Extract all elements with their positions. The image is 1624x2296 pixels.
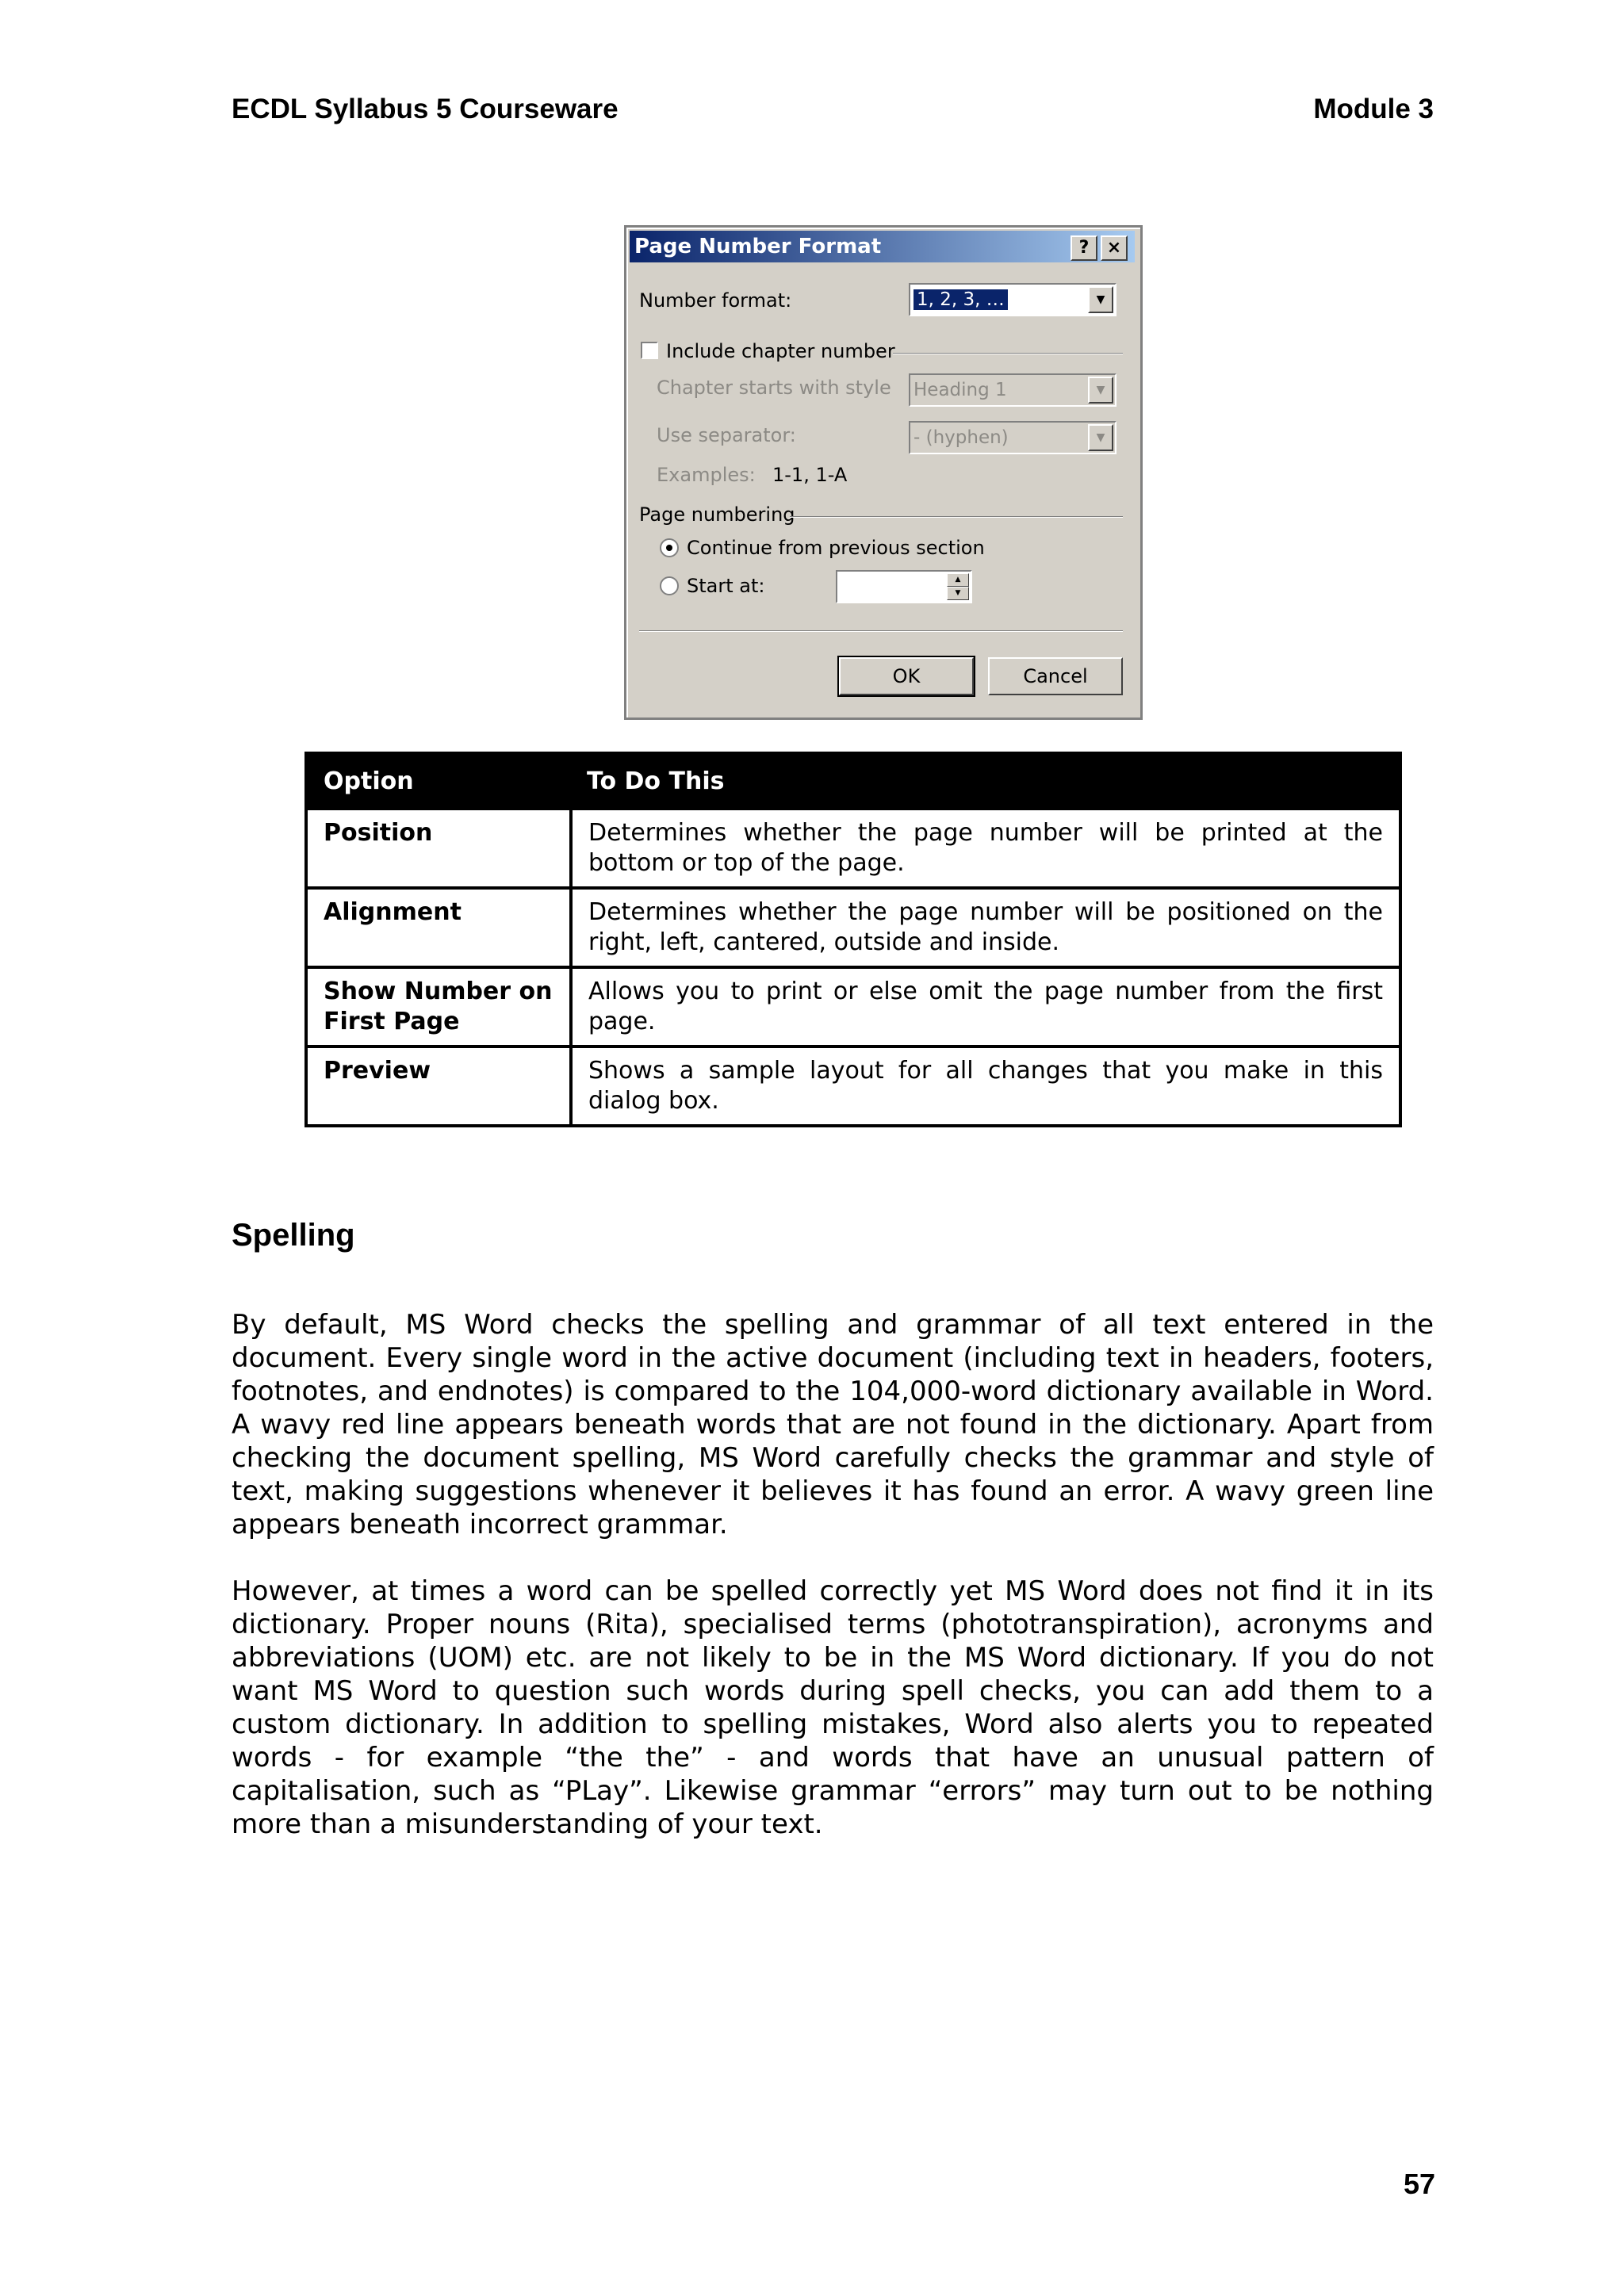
examples-value: 1-1, 1-A <box>772 464 848 486</box>
help-icon[interactable]: ? <box>1071 235 1097 261</box>
dialog-title: Page Number Format <box>634 235 882 258</box>
number-format-select[interactable] <box>909 283 1116 316</box>
page-number-format-dialog <box>624 225 1143 720</box>
separator-value: - (hyphen) <box>914 427 1009 448</box>
cancel-button[interactable]: Cancel <box>988 657 1123 695</box>
description-cell: Allows you to print or else omit the page number from the first page. <box>571 967 1400 1047</box>
options-table <box>304 752 1402 1127</box>
table-row <box>306 888 1400 967</box>
close-icon[interactable]: × <box>1101 235 1128 261</box>
page-header <box>232 94 1434 125</box>
number-format-label: Number format: <box>639 289 792 312</box>
option-cell: Alignment <box>306 888 571 967</box>
page-numbering-label: Page numbering <box>639 503 795 526</box>
continue-radio[interactable] <box>660 538 679 557</box>
option-cell: Show Number on First Page <box>306 967 571 1047</box>
spin-up-icon[interactable]: ▲ <box>947 573 969 587</box>
start-at-spinner[interactable] <box>836 570 972 603</box>
start-at-radio[interactable] <box>660 576 679 595</box>
section-title: Spelling <box>232 1218 355 1253</box>
table-header-todo: To Do This <box>571 753 1400 809</box>
ok-button[interactable]: OK <box>839 657 974 695</box>
option-cell: Preview <box>306 1047 571 1126</box>
description-cell: Shows a sample layout for all changes that you make in this dialog box. <box>571 1047 1400 1126</box>
table-row <box>306 967 1400 1047</box>
group-divider <box>893 353 1123 354</box>
description-cell: Determines whether the page number will be printed at the bottom or top of the page. <box>571 809 1400 888</box>
start-at-label: Start at: <box>687 575 765 597</box>
include-chapter-label: Include chapter number <box>666 340 895 362</box>
chapter-style-select[interactable] <box>909 373 1116 407</box>
dropdown-arrow-icon[interactable]: ▼ <box>1088 377 1113 404</box>
chapter-style-label: Chapter starts with style <box>657 377 891 399</box>
continue-label: Continue from previous section <box>687 537 985 559</box>
include-chapter-checkbox[interactable] <box>641 342 658 359</box>
table-header-option: Option <box>306 753 571 809</box>
separator-label: Use separator: <box>657 424 796 446</box>
chapter-style-value: Heading 1 <box>914 380 1007 400</box>
dropdown-arrow-icon[interactable]: ▼ <box>1088 286 1113 313</box>
table-row <box>306 1047 1400 1126</box>
page-number: 57 <box>1403 2168 1435 2200</box>
dialog-titlebar <box>630 231 1135 262</box>
dropdown-arrow-icon[interactable]: ▼ <box>1088 424 1113 451</box>
header-module: Module 3 <box>1313 94 1434 124</box>
separator-select[interactable] <box>909 421 1116 454</box>
examples-label: Examples: <box>657 464 756 486</box>
paragraph-default-checking: By default, MS Word checks the spelling and grammar of all text entered in the document. Every single word in the active document (including text in headers, footers, footnotes, and endnotes) is compared to the 104,000-word dictionary available in Word. A wavy red line appears beneath words that are not found in the dictionary. Apart from checking the document spelling, MS Word carefully checks the grammar and style of text, making suggestions whenever it believes it has found an error. A wavy green line appears beneath incorrect grammar. <box>232 1309 1434 1540</box>
number-format-value: 1, 2, 3, … <box>914 289 1008 310</box>
table-header-row <box>306 753 1400 809</box>
header-course-title: ECDL Syllabus 5 Courseware <box>232 94 619 124</box>
group-divider <box>790 516 1123 518</box>
description-cell: Determines whether the page number will be positioned on the right, left, cantered, outside and inside. <box>571 888 1400 967</box>
paragraph-dictionary: However, at times a word can be spelled correctly yet MS Word does not find it in its dictionary. Proper nouns (Rita), specialised terms (phototranspiration), acronyms and abbreviations (UOM) etc. are not likely to be in the MS Word dictionary. If you do not want MS Word to question such words during spell checks, you can add them to a custom dictionary. In addition to spelling mistakes, Word also alerts you to repeated words - for example “the the” - and words that have an unusual pattern of capitalisation, such as “PLay”. Likewise grammar “errors” may turn out to be nothing more than a misunderstanding of your text. <box>232 1575 1434 1840</box>
spin-down-icon[interactable]: ▼ <box>947 587 969 600</box>
table-row <box>306 809 1400 888</box>
dialog-divider <box>639 630 1123 632</box>
option-cell: Position <box>306 809 571 888</box>
